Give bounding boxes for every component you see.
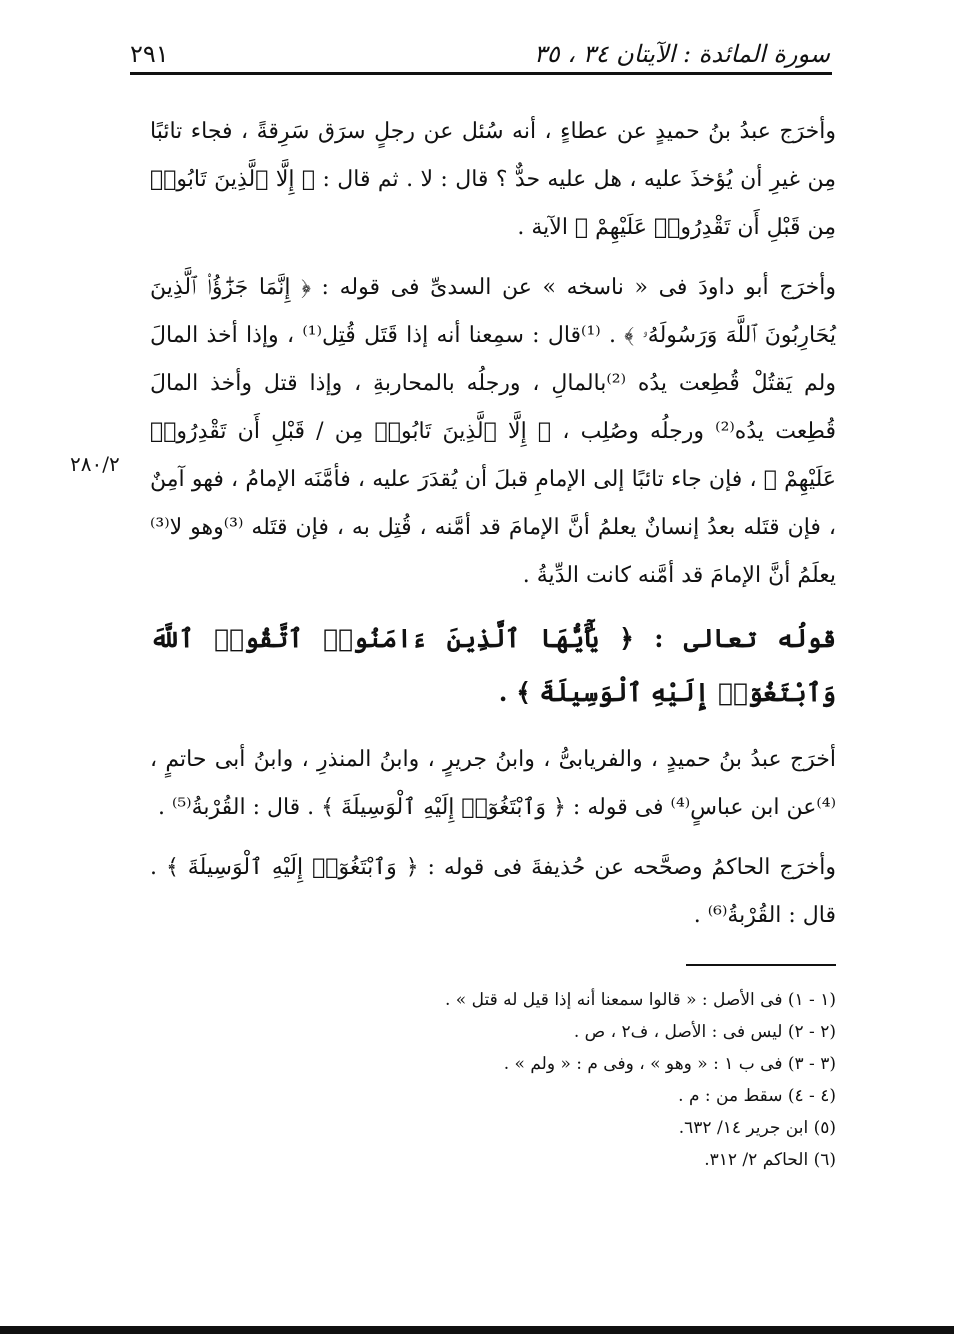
section-heading: قولُه تعالى : ﴿ يَٰٓأَيُّهَا ٱلَّذِينَ ءَامَنُوا۟ ٱتَّقُوا۟ ٱللَّهَ وَٱبْتَغُوٓا۟ إِلَيْهِ ٱلْوَسِيلَةَ ﴾ . [150, 624, 836, 707]
margin-reference: ٢٨٠/٢ [70, 452, 120, 476]
footnote: (٥) ابن جرير ١٤/ ٦٣٢. [678, 1118, 836, 1138]
running-title: سورة المائدة : الآيتان ٣٤ ، ٣٥ [533, 40, 830, 68]
main-text [150, 108, 836, 952]
paragraph-abu-dawud: وأخرَج أبو داودَ فى « ناسخه » عن السدىِّ فى قوله : ﴿ إِنَّمَا جَزَٰٓؤُا۟ ٱلَّذِينَ يُحَارِبُونَ ٱللَّهَ وَرَسُولَهُۥ ﴾ . ⁽¹⁾قال : سمِعنا أنه إذا قَتَل قُتِل⁽¹⁾ ، وإذا أخذ المالَ ولم يَقتُلْ قُطِعت يدُه ⁽²⁾بالمالِ ، ورجلُه بالمحاربةِ ، وإذا قتل وأخذ المالَ قُطِعت يدُه⁽²⁾ ورجلُه وصُلِب ، ﴿ إِلَّا ٱلَّذِينَ تَابُوا۟ مِن / قَبْلِ أَن تَقْدِرُوا۟ عَلَيْهِمْ ﴾ ، فإن جاء تائبًا إلى الإمامِ قبلَ أن يُقدَرَ عليه ، فأمَّنَه الإمامُ ، فهو آمِنٌ ، فإن قتَله بعدُ إنسانٌ يعلمُ أنَّ الإمامَ قد أمَّنه ، قُتِل به ، فإن قتَله ⁽³⁾وهو لا⁽³⁾ يعلَمُ أنَّ الإمامَ قد أمَّنه كانت الدِّيةُ . [150, 275, 837, 588]
paragraph-ata: وأخرَج عبدُ بنُ حميدٍ عن عطاءٍ ، أنه سُئل عن رجلٍ سرَق سَرِقةً ، فجاء تائبًا مِن غيرِ أن يُؤخذَ عليه ، هل عليه حدٌّ ؟ قال : لا . ثم قال : ﴿ إِلَّا ٱلَّذِينَ تَابُوا۟ مِن قَبْلِ أَن تَقْدِرُوا۟ عَلَيْهِمْ ﴾ الآية . [150, 119, 836, 240]
footnote: (١ - ١) فى الأصل : « قالوا سمعنا أنه إذا قيل له قتل » . [444, 990, 836, 1010]
footnote-rule [686, 964, 836, 966]
paragraph-ibn-abbas: أخرَج عبدُ بنُ حميدٍ ، والفريابىُّ ، وابنُ جريرٍ ، وابنُ المنذرِ ، وابنُ أبى حاتمٍ ، ⁽⁴⁾عن ابن عباسٍ⁽⁴⁾ فى قوله : ﴿ وَٱبْتَغُوٓا۟ إِلَيْهِ ٱلْوَسِيلَةَ ﴾ . قال : القُرْبةُ⁽⁵⁾ . [150, 747, 836, 820]
footnote: (٢ - ٢) ليس فى : الأصل ، ف٢ ، ص . [573, 1022, 836, 1042]
paragraph-hakim: وأخرَج الحاكمُ وصحَّحه عن حُذيفةَ فى قوله : ﴿ وَٱبْتَغُوٓا۟ إِلَيْهِ ٱلْوَسِيلَةَ ﴾ . قال : القُرْبةُ⁽⁶⁾ . [150, 855, 836, 928]
footnote: (٣ - ٣) فى ب ١ : « وهو » ، وفى م : « ولم » . [503, 1054, 836, 1074]
header-rule [130, 72, 832, 75]
footnotes [300, 984, 836, 1176]
scan-edge [0, 1326, 954, 1334]
page-header [130, 28, 830, 68]
footnote: (٦) الحاكم ٢/ ٣١٢. [704, 1150, 836, 1170]
page-number: ٢٩١ [130, 40, 169, 68]
footnote: (٤ - ٤) سقط من : م . [678, 1086, 836, 1106]
